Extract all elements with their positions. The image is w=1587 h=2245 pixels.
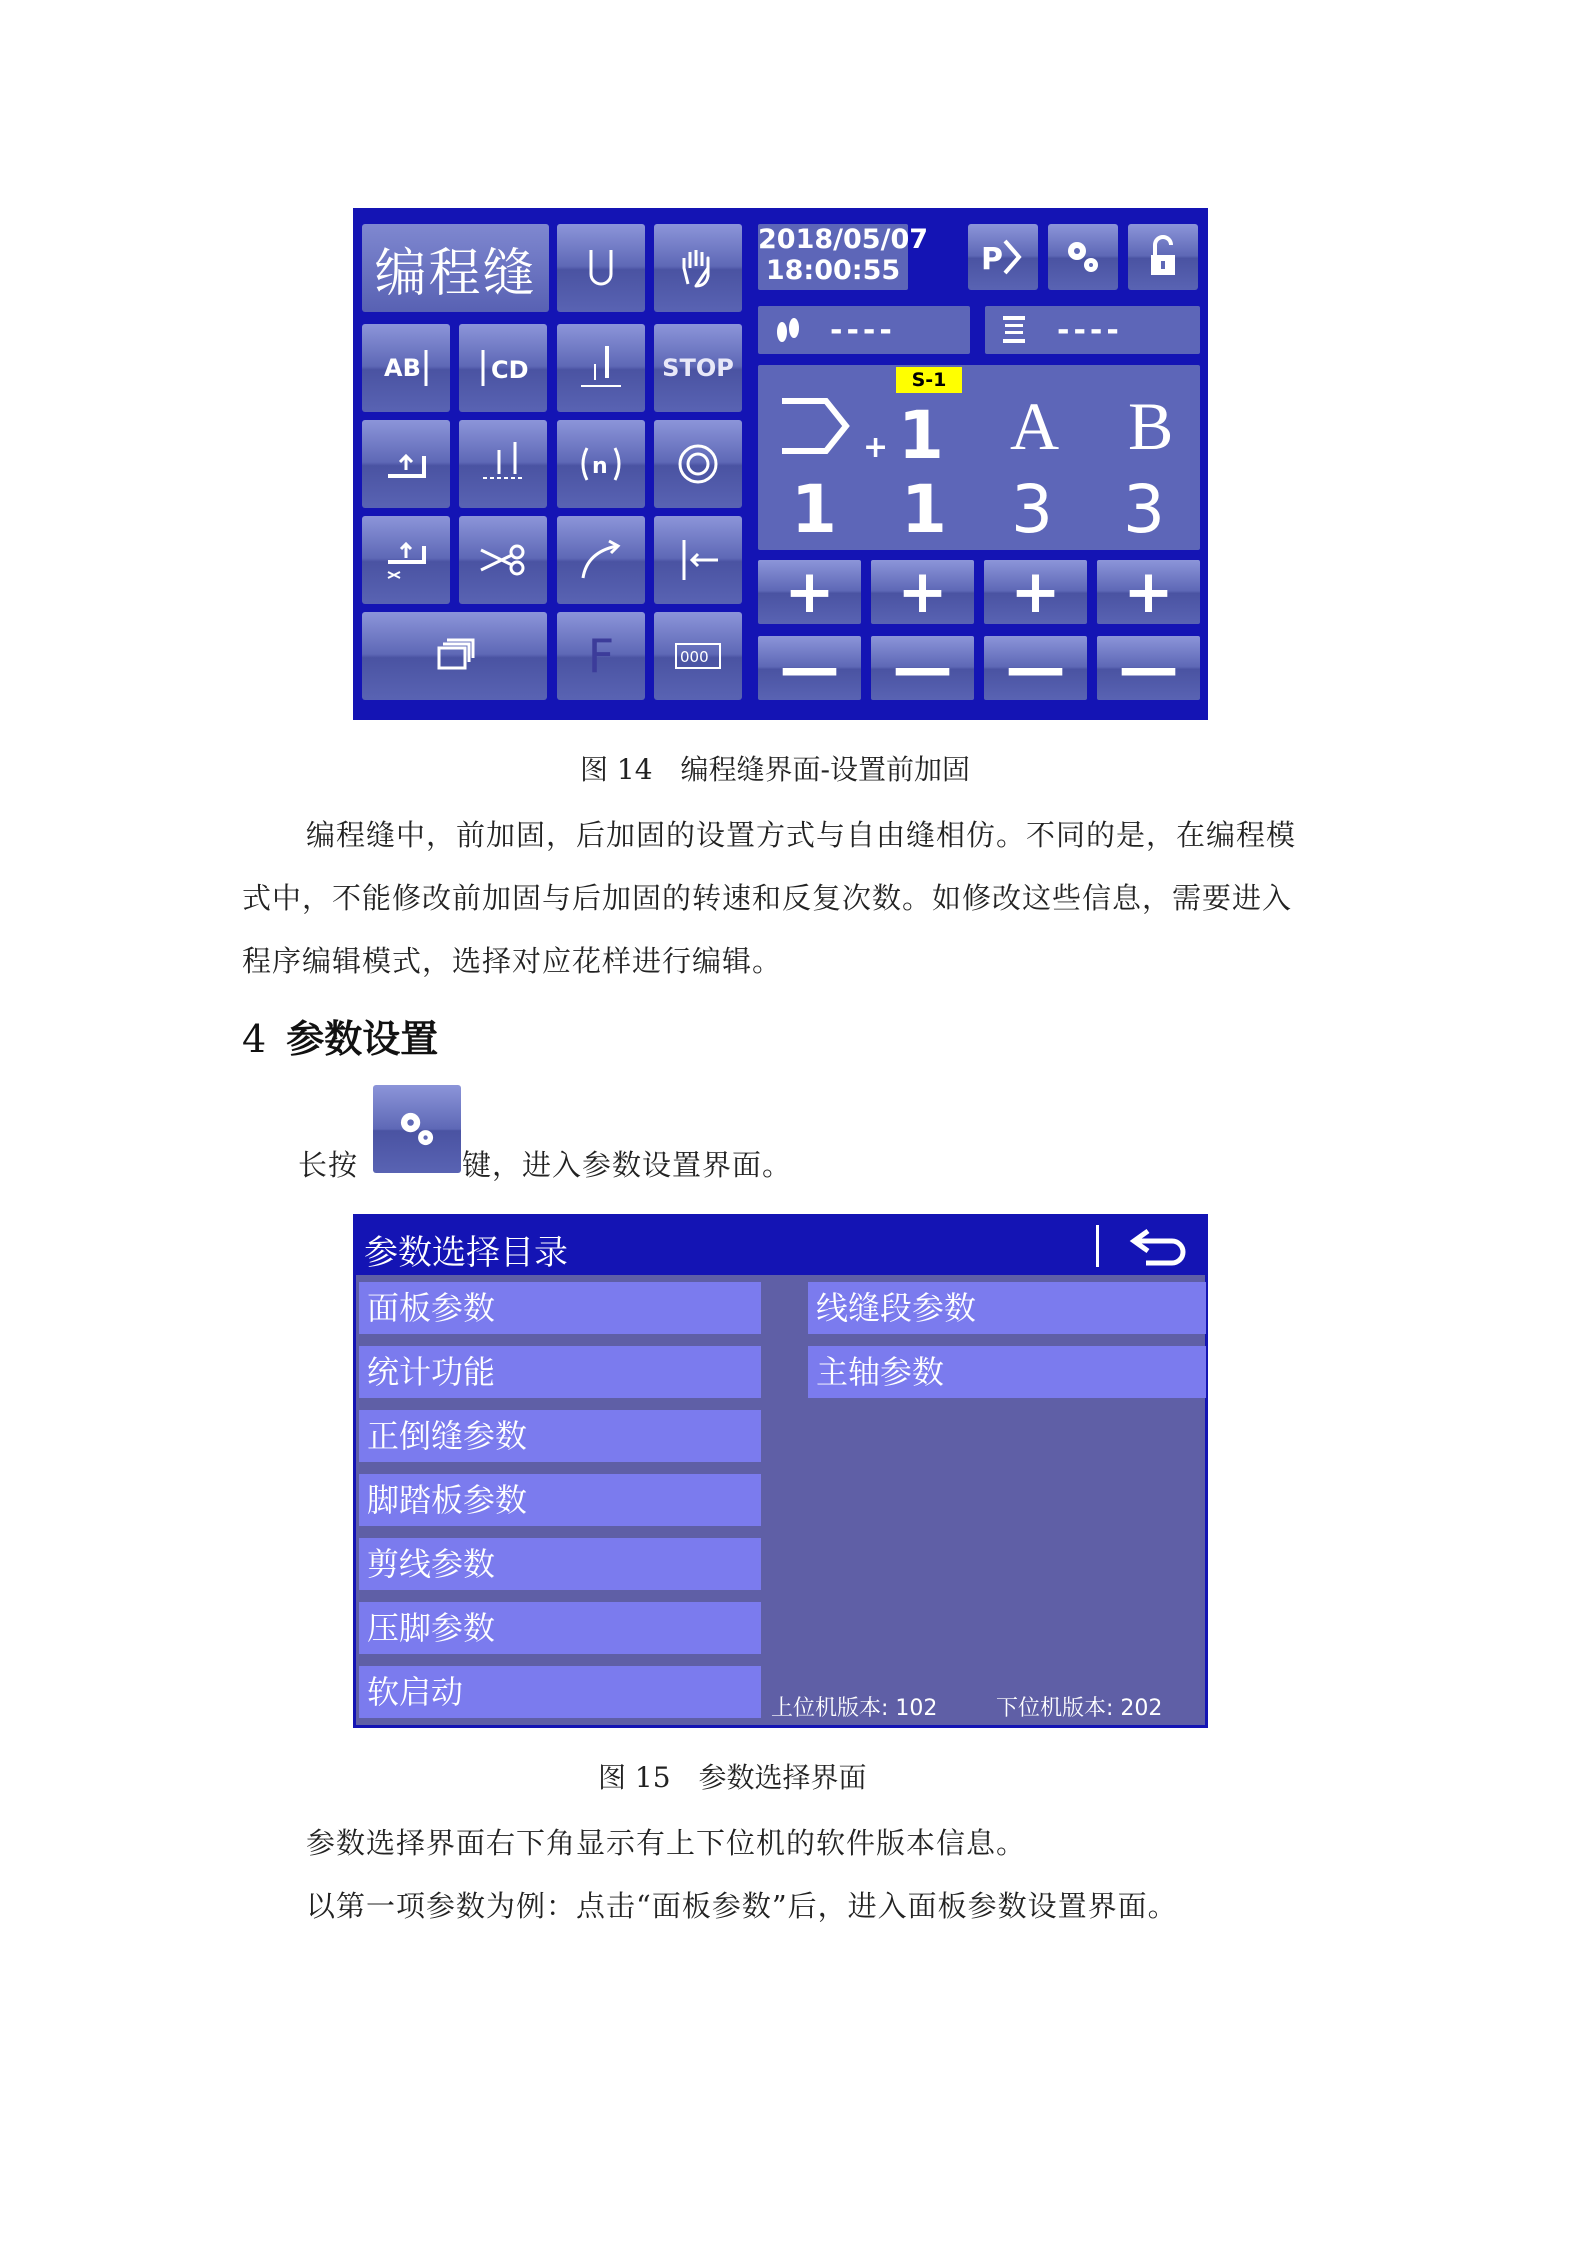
plus-button-4[interactable]: +	[1097, 560, 1200, 624]
back-arrow-icon[interactable]	[1126, 1223, 1196, 1269]
lock-icon[interactable]	[1128, 224, 1198, 290]
header-divider	[1096, 1225, 1099, 1267]
date-text: 2018/05/07	[758, 224, 929, 255]
parameter-select-panel	[353, 1214, 1208, 1728]
presser-lift-icon[interactable]	[362, 420, 450, 508]
section-title: 参数设置	[286, 1016, 439, 1061]
value-4: 3	[1123, 471, 1165, 548]
value-3: 3	[1011, 471, 1053, 548]
footprint-icon	[768, 310, 808, 350]
menu-item-reverse-sew[interactable]: 正倒缝参数	[359, 1410, 761, 1462]
svg-text:AB: AB	[384, 354, 421, 382]
value-2: 1	[901, 471, 947, 548]
stop-button[interactable]	[654, 324, 742, 412]
f-label: F	[587, 629, 615, 683]
paragraph-line-1: 编程缝中，前加固，后加固的设置方式与自由缝相仿。不同的是，在编程模	[306, 818, 1297, 852]
f-icon[interactable]	[557, 612, 645, 700]
bobbin-counter	[985, 306, 1200, 354]
longpress-after: 键，进入参数设置界面。	[462, 1148, 793, 1182]
plus-button-2[interactable]: +	[871, 560, 974, 624]
pages-icon[interactable]	[362, 612, 547, 700]
svg-text:n: n	[592, 454, 608, 479]
edge-guide-icon[interactable]	[654, 516, 742, 604]
menu-item-spindle[interactable]: 主轴参数	[808, 1346, 1206, 1398]
svg-text:P: P	[981, 242, 1003, 277]
paragraph-line-3: 程序编辑模式，选择对应花样进行编辑。	[242, 944, 783, 978]
p-program-icon[interactable]	[968, 224, 1038, 290]
mode-title: 编程缝	[362, 224, 549, 312]
svg-text:CD: CD	[491, 356, 529, 384]
menu-item-presser[interactable]: 压脚参数	[359, 1602, 761, 1654]
bobbin-icon	[995, 310, 1035, 350]
u-thread-icon[interactable]	[557, 224, 645, 312]
plus-button-3[interactable]: +	[984, 560, 1087, 624]
scissors-icon[interactable]	[459, 516, 547, 604]
longpress-before: 长按	[298, 1148, 359, 1182]
needle-down-icon[interactable]	[557, 324, 645, 412]
thread-trim-lift-icon[interactable]	[362, 516, 450, 604]
ab-icon[interactable]	[362, 324, 450, 412]
menu-item-trim[interactable]: 剪线参数	[359, 1538, 761, 1590]
minus-button-4[interactable]: —	[1097, 636, 1200, 700]
menu-item-panel-params[interactable]: 面板参数	[359, 1282, 761, 1334]
circle-sew-icon[interactable]	[654, 420, 742, 508]
paragraph-version-info: 参数选择界面右下角显示有上下位机的软件版本信息。	[306, 1826, 1027, 1860]
datetime-display	[758, 224, 929, 290]
program-sew-panel	[353, 208, 1208, 720]
start-tack-icon	[778, 395, 854, 457]
section-heading	[242, 1008, 438, 1063]
counter-icon[interactable]	[654, 612, 742, 700]
menu-item-pedal[interactable]: 脚踏板参数	[359, 1474, 761, 1526]
menu-item-statistics[interactable]: 统计功能	[359, 1346, 761, 1398]
cd-icon[interactable]	[459, 324, 547, 412]
letter-a: A	[1010, 388, 1060, 464]
lower-version: 下位机版本: 202	[996, 1696, 1163, 1721]
minus-button-1[interactable]: —	[758, 636, 861, 700]
stitch-counter-value: ----	[830, 312, 896, 348]
plus-sign: +	[863, 430, 889, 465]
time-text: 18:00:55	[765, 255, 901, 286]
segment-badge: S-1	[896, 367, 962, 393]
panel-title: 参数选择目录	[364, 1233, 568, 1273]
panel-header	[356, 1217, 1205, 1275]
letter-b: B	[1128, 388, 1174, 464]
menu-item-soft-start[interactable]: 软启动	[359, 1666, 761, 1718]
section-number: 4	[242, 1017, 267, 1061]
needle-position-icon[interactable]	[459, 420, 547, 508]
figure-15-caption: 图 15 参数选择界面	[598, 1761, 867, 1794]
hand-icon[interactable]	[654, 224, 742, 312]
stitch-counter	[758, 306, 970, 354]
plus-button-1[interactable]: +	[758, 560, 861, 624]
value-1: 1	[791, 471, 837, 548]
paragraph-line-2: 式中，不能修改前加固与后加固的转速和反复次数。如修改这些信息，需要进入	[242, 881, 1293, 915]
gear-icon	[373, 1085, 461, 1173]
menu-item-seam-segment[interactable]: 线缝段参数	[808, 1282, 1206, 1334]
stop-label: STOP	[662, 354, 734, 382]
count-n-icon[interactable]	[557, 420, 645, 508]
minus-button-2[interactable]: —	[871, 636, 974, 700]
curve-icon[interactable]	[557, 516, 645, 604]
segment-display	[758, 365, 1200, 550]
svg-text:000: 000	[680, 648, 709, 666]
figure-14-caption: 图 14 编程缝界面-设置前加固	[580, 753, 970, 786]
upper-version: 上位机版本: 102	[771, 1696, 938, 1721]
bobbin-counter-value: ----	[1057, 312, 1123, 348]
paragraph-example: 以第一项参数为例：点击“面板参数”后，进入面板参数设置界面。	[306, 1889, 1178, 1923]
tack-count: 1	[898, 397, 944, 474]
minus-button-3[interactable]: —	[984, 636, 1087, 700]
gear-icon[interactable]	[1048, 224, 1118, 290]
